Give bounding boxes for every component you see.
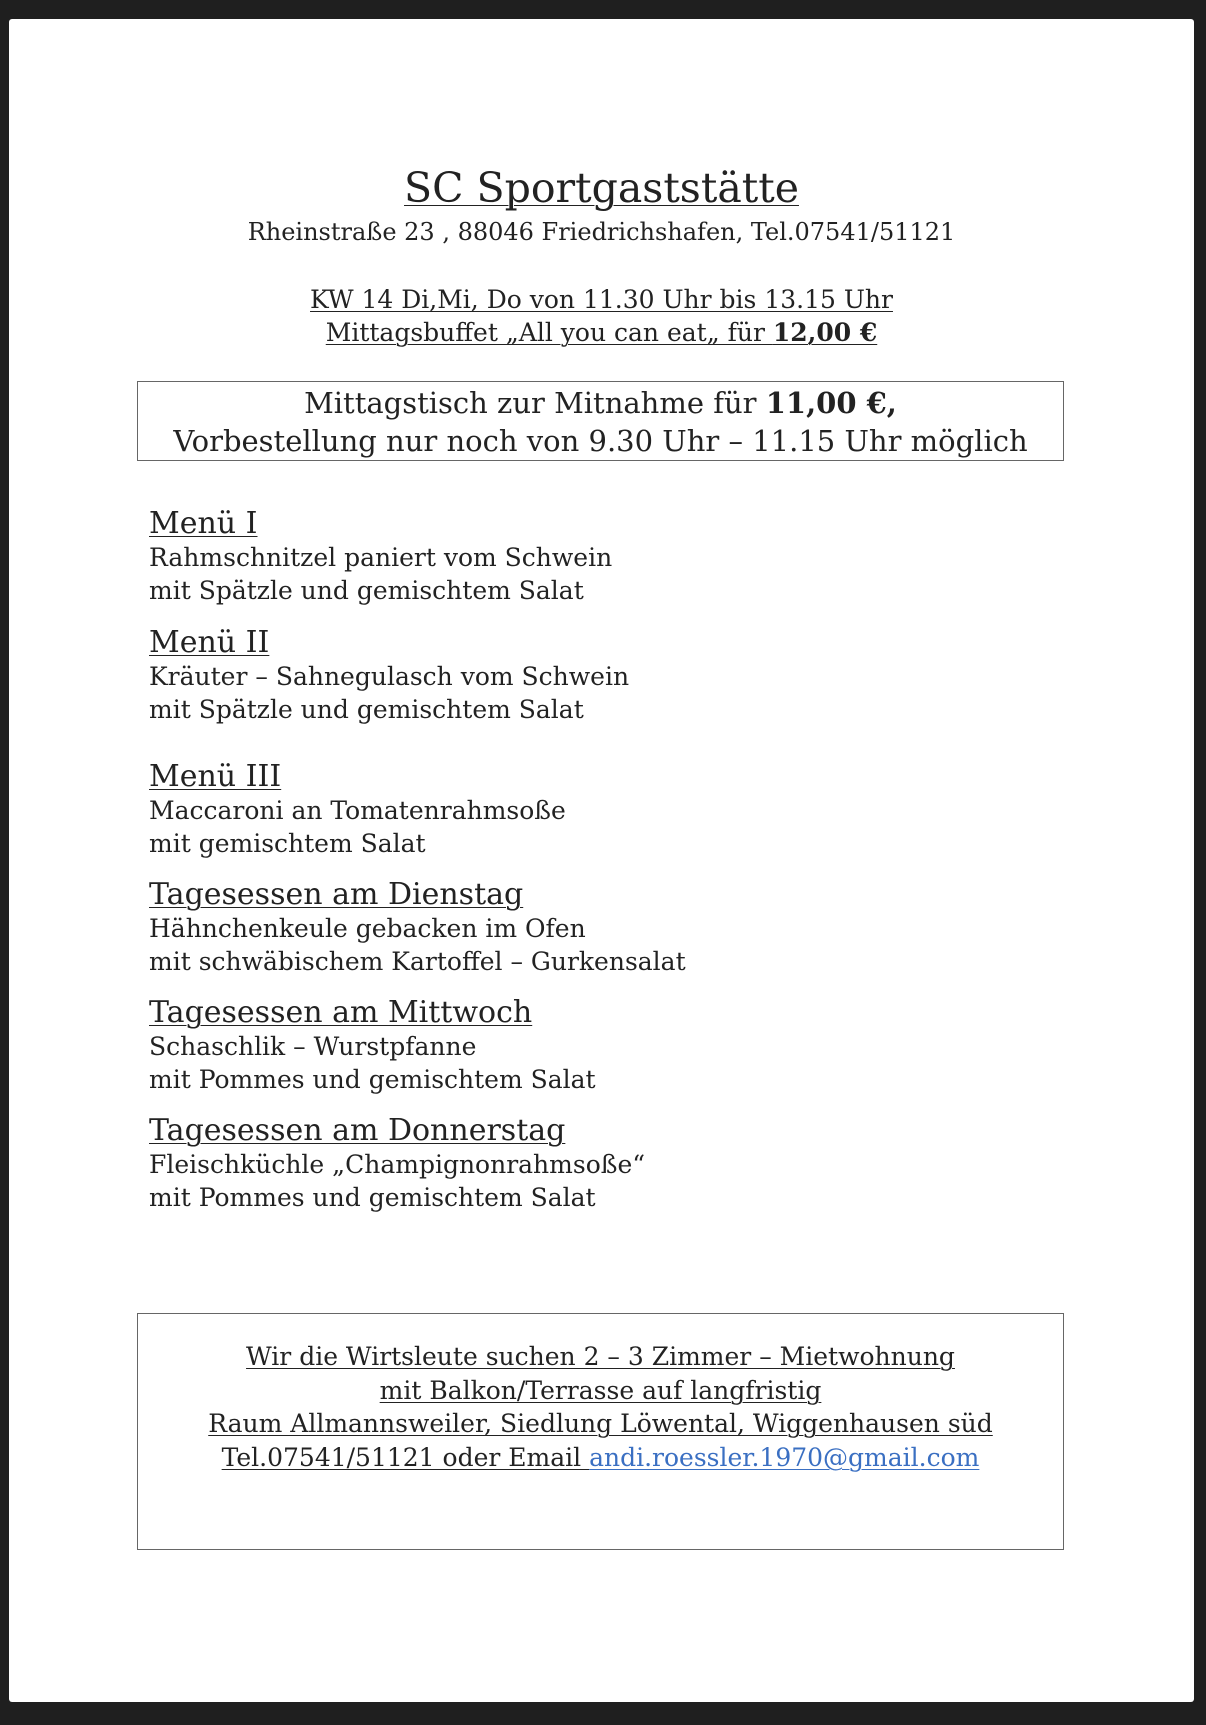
- menu-side: mit schwäbischem Kartoffel – Gurkensalat: [149, 947, 686, 976]
- buffet-text: Mittagsbuffet „All you can eat„ für: [325, 318, 773, 347]
- menu-title: Menü III: [149, 759, 282, 794]
- menu-side: mit Spätzle und gemischtem Salat: [149, 695, 584, 724]
- menu-item: [149, 760, 1049, 860]
- takeaway-price-line: [138, 384, 1063, 422]
- menu-side: mit Pommes und gemischtem Salat: [149, 1183, 596, 1212]
- buffet-hours: [9, 283, 1194, 349]
- hours-line: KW 14 Di,Mi, Do von 11.30 Uhr bis 13.15 Uhr: [310, 285, 893, 314]
- email-link[interactable]: andi.roessler.1970@gmail.com: [589, 1442, 980, 1472]
- buffet-line: [9, 316, 1194, 349]
- buffet-price: 12,00 €: [772, 318, 878, 347]
- menu-dish: Fleischküchle „Champignonrahmsoße“: [149, 1150, 646, 1179]
- document-page: [9, 19, 1194, 1702]
- menu-side: mit gemischtem Salat: [149, 829, 426, 858]
- menu-dish: Rahmschnitzel paniert vom Schwein: [149, 543, 613, 572]
- page-title: [9, 166, 1194, 211]
- restaurant-name: SC Sportgaststätte: [404, 164, 799, 212]
- menu-title: Tagesessen am Dienstag: [149, 877, 524, 912]
- menu-title: Menü I: [149, 506, 258, 541]
- menu-title: Menü II: [149, 625, 270, 660]
- menu-dish: Hähnchenkeule gebacken im Ofen: [149, 914, 586, 943]
- apartment-notice-box: [137, 1313, 1064, 1550]
- takeaway-price: 11,00 €,: [765, 386, 897, 420]
- menu-item: [149, 878, 1049, 978]
- notice-line: mit Balkon/Terrasse auf langfristig: [379, 1375, 822, 1405]
- menu-item: [149, 1114, 1049, 1214]
- takeaway-text: Mittagstisch zur Mitnahme für: [304, 386, 766, 420]
- menu-title: Tagesessen am Donnerstag: [149, 1113, 566, 1148]
- notice-contact: Tel.07541/51121 oder Email: [221, 1442, 590, 1472]
- menu-title: Tagesessen am Mittwoch: [149, 995, 533, 1030]
- menu-side: mit Spätzle und gemischtem Salat: [149, 576, 584, 605]
- notice-line: Raum Allmannsweiler, Siedlung Löwental, Wiggenhausen süd: [208, 1409, 993, 1438]
- menu-side: mit Pommes und gemischtem Salat: [149, 1065, 596, 1094]
- menu-item: [149, 507, 1049, 607]
- menu-dish: Maccaroni an Tomatenrahmsoße: [149, 796, 566, 825]
- menu-item: [149, 626, 1049, 726]
- notice-line: Wir die Wirtsleute suchen 2 – 3 Zimmer – Mietwohnung: [246, 1342, 955, 1371]
- menu-list: [149, 507, 1049, 1214]
- menu-dish: Kräuter – Sahnegulasch vom Schwein: [149, 662, 630, 691]
- takeaway-box: [137, 381, 1064, 461]
- restaurant-address: Rheinstraße 23 , 88046 Friedrichshafen, Tel.07541/51121: [247, 218, 956, 246]
- preorder-line: Vorbestellung nur noch von 9.30 Uhr – 11.15 Uhr möglich: [173, 424, 1028, 458]
- menu-item: [149, 996, 1049, 1096]
- menu-dish: Schaschlik – Wurstpfanne: [149, 1032, 477, 1061]
